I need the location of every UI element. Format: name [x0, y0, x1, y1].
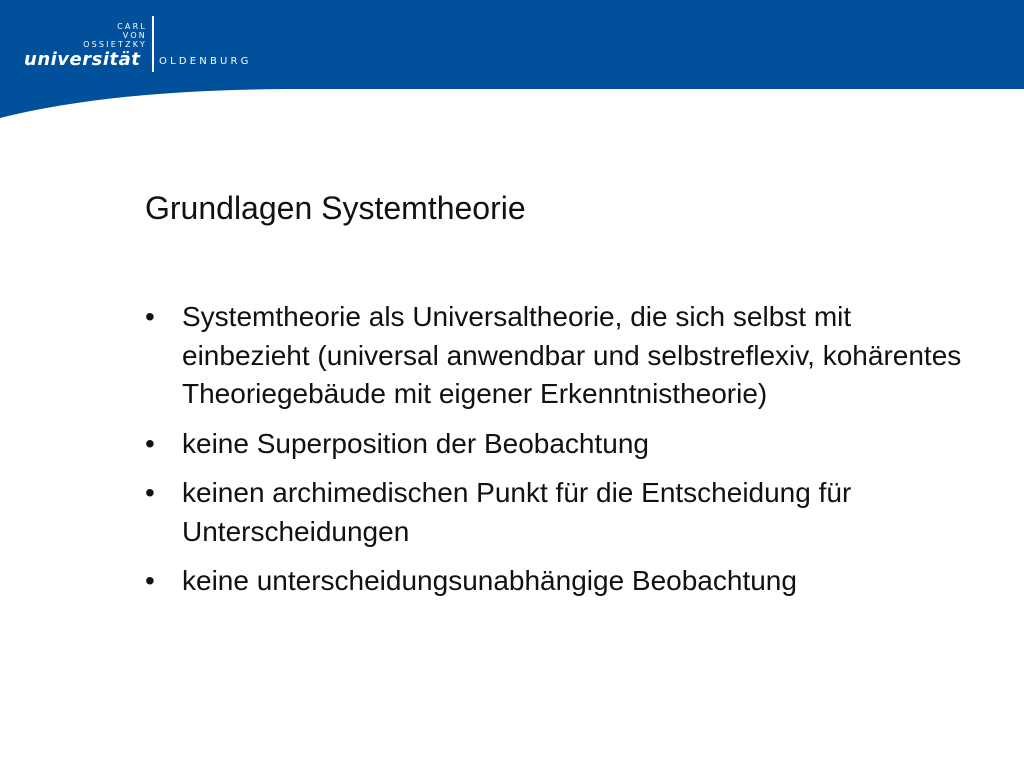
bullet-text: keine Superposition der Beobachtung	[182, 427, 650, 459]
bullet-list	[145, 298, 965, 612]
bullet-text: keinen archimedischen Punkt für die Entscheidung für Unterscheidungen	[182, 477, 852, 547]
logo-von-text: VON	[122, 31, 147, 40]
bullet-marker: •	[145, 301, 155, 332]
university-logo	[24, 14, 254, 74]
logo-carl-text: CARL	[117, 22, 147, 31]
bullet-text: keine unterscheidungsunabhängige Beobachtung	[182, 565, 797, 596]
bullet-marker: •	[145, 565, 155, 596]
bullet-item	[145, 474, 965, 551]
logo-oldenburg-text: OLDENBURG	[159, 56, 252, 67]
bullet-marker: •	[145, 477, 155, 508]
slide-title: Grundlagen Systemtheorie	[145, 190, 526, 226]
bullet-text: Systemtheorie als Universaltheorie, die sich selbst mit einbezieht (universal anwendbar und selbstreflexiv, kohärentes Theoriegebäude mit eigener Erkenntnistheorie)	[182, 301, 962, 409]
logo-universitaet-text: universität	[24, 49, 141, 70]
bullet-item	[145, 425, 965, 464]
logo-divider	[152, 16, 154, 72]
logo-ossietzky-text: OSSIETZKY	[83, 40, 147, 49]
bullet-marker: •	[145, 427, 155, 459]
bullet-item	[145, 562, 965, 601]
bullet-item	[145, 298, 965, 414]
